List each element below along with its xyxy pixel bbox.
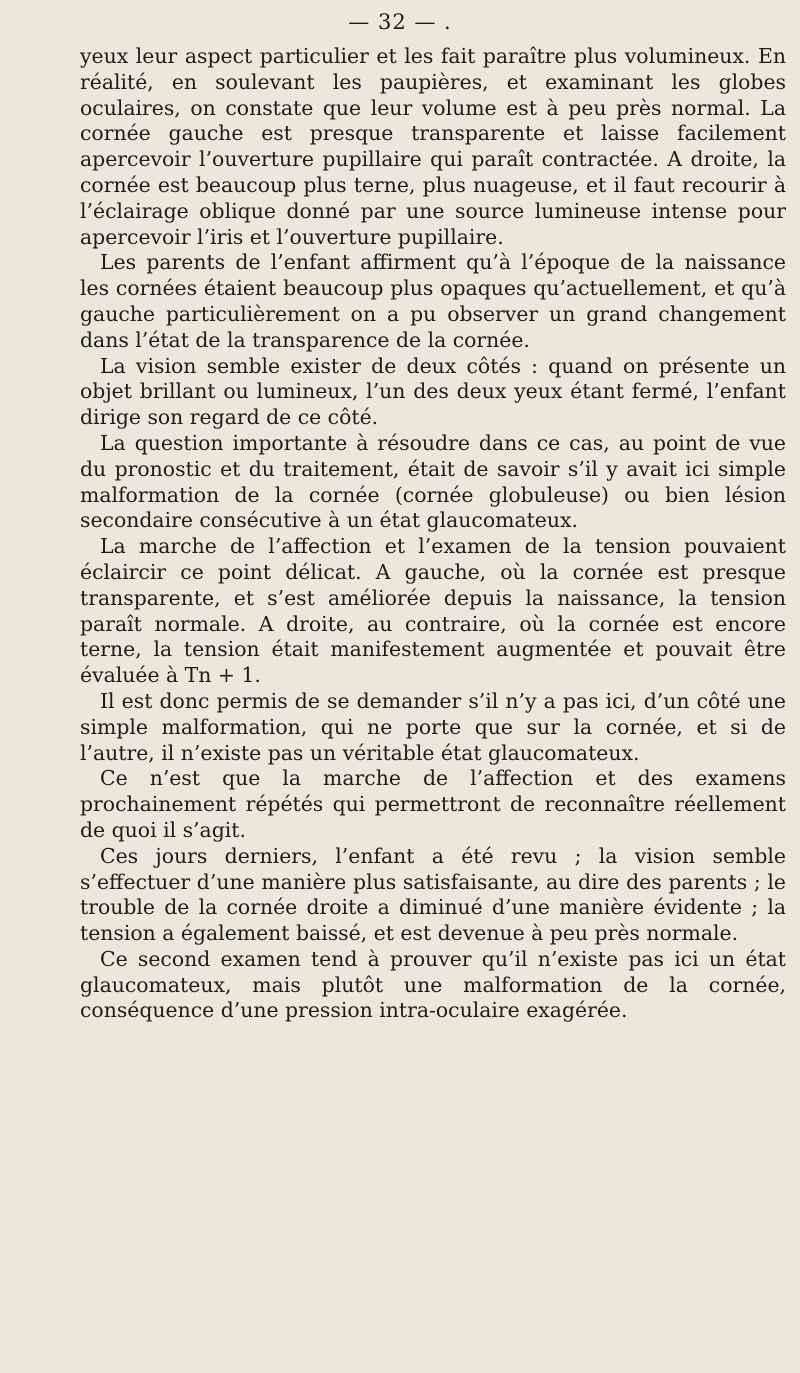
body-text	[80, 44, 786, 1024]
paragraph: Ce second examen tend à prouver qu’il n’existe pas ici un état glaucomateux, mais plutôt une malformation de la cornée, conséquence d’une pression intra-oculaire exagérée.	[80, 946, 786, 1023]
paragraph: La marche de l’affection et l’examen de la tension pouvaient éclaircir ce point délicat. A gauche, où la cornée est presque transparente, et s’est améliorée depuis la naissance, la tension paraît normale. A droite, au contraire, où la cornée est encore terne, la tension était manifestement augmentée et pouvait être évaluée à Tn + 1.	[80, 534, 786, 688]
page-number: — 32 — .	[348, 10, 452, 34]
paragraph: yeux leur aspect particulier et les fait paraître plus volumineux. En réalité, en soulevant les paupières, et examinant les globes oculaires, on constate que leur volume est à peu près normal. La cornée gauche est presque transparente et laisse facilement apercevoir l’ouverture pupillaire qui paraît contractée. A droite, la cornée est beaucoup plus terne, plus nuageuse, et il faut recourir à l’éclairage oblique donné par une source lumineuse intense pour apercevoir l’iris et l’ouverture pupillaire.	[80, 44, 786, 249]
paragraph: Les parents de l’enfant affirment qu’à l’époque de la naissance les cornées étaient beaucoup plus opaques qu’actuellement, et qu’à gauche particulièrement on a pu observer un grand changement dans l’état de la transparence de la cornée.	[80, 250, 786, 352]
paragraph: La vision semble exister de deux côtés : quand on présente un objet brillant ou lumineux, l’un des deux yeux étant fermé, l’enfant dirige son regard de ce côté.	[80, 353, 786, 430]
paragraph: Ces jours derniers, l’enfant a été revu ; la vision semble s’effectuer d’une manière plus satisfaisante, au dire des parents ; le trouble de la cornée droite a diminué d’une manière évidente ; la tension a également baissé, et est devenue à peu près normale.	[80, 843, 786, 946]
paragraph: Il est donc permis de se demander s’il n’y a pas ici, d’un côté une simple malformation, qui ne porte que sur la cornée, et si de l’autre, il n’existe pas un véritable état glaucomateux.	[80, 688, 786, 765]
paragraph: La question importante à résoudre dans ce cas, au point de vue du pronostic et du traitement, était de savoir s’il y avait ici simple malformation de la cornée (cornée globuleuse) ou bien lésion secondaire consécutive à un état glaucomateux.	[80, 430, 786, 533]
paragraph: Ce n’est que la marche de l’affection et des examens prochainement répétés qui permettront de reconnaître réellement de quoi il s’agit.	[80, 766, 786, 842]
